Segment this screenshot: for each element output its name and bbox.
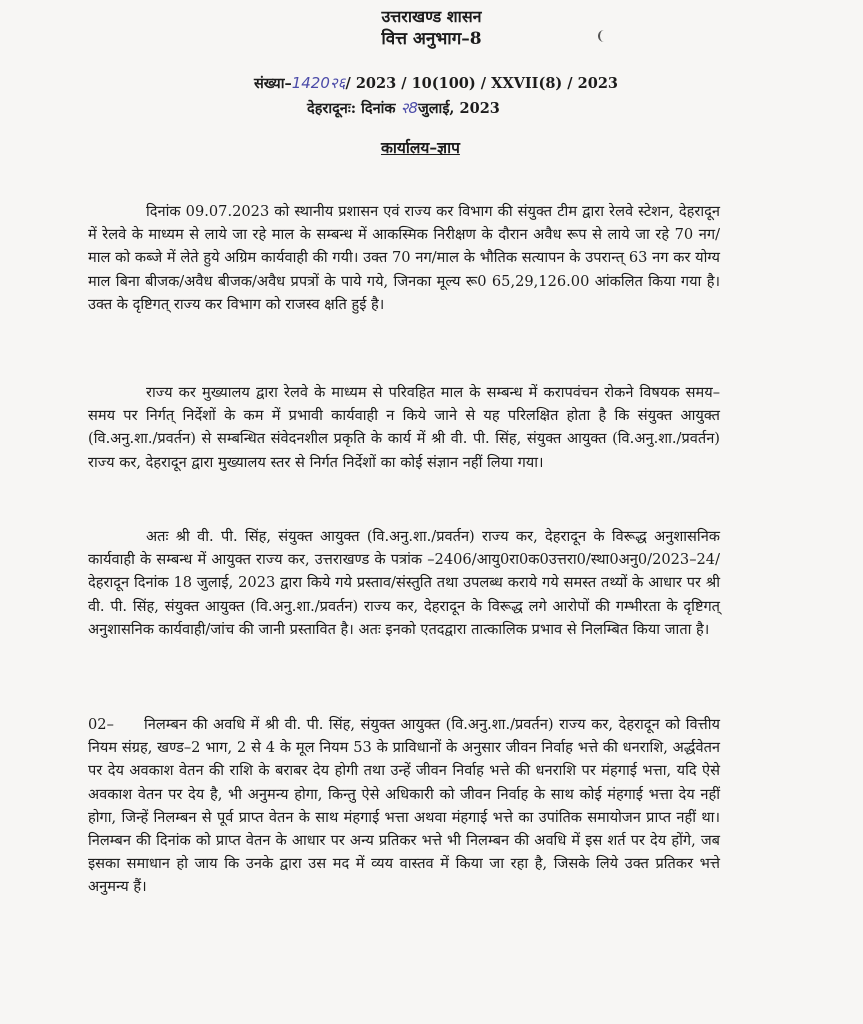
document-date [307, 98, 500, 118]
document-header [0, 6, 863, 50]
memo-title: कार्यालय–ज्ञाप [381, 138, 460, 157]
reference-handwritten: 1420२६ [291, 74, 346, 92]
reference-suffix: / 2023 / 10(100) / XXVII(8) / 2023 [345, 75, 619, 92]
paragraph-3: अतः श्री वी. पी. सिंह, संयुक्त आयुक्त (वि.अनु.शा./प्रवर्तन) राज्य कर, देहरादून के विरूद्ध अनुशासनिक कार्यवाही के सम्बन्ध में आयुक्त राज्य कर, उत्तराखण्ड के पत्रांक –2406/आयु0रा0क0उत्तरा0/स्था0अनु0/2023–24/देहरादून दिनांक 18 जुलाई, 2023 द्वारा किये गये प्रस्ताव/संस्तुति तथा उपलब्ध कराये गये समस्त तथ्यों के आधार पर श्री वी. पी. सिंह, संयुक्त आयुक्त (वि.अनु.शा./प्रवर्तन) राज्य कर, देहरादून के विरूद्ध लगे आरोपों की गम्भीरता के दृष्टिगत् अनुशासनिक कार्यवाही/जांच की जानी प्रस्तावित है। अतः इनको एतदद्वारा तात्कालिक प्रभाव से निलम्बित किया जाता है। [88, 528, 720, 638]
section-02 [88, 713, 720, 899]
section-number: 02– [88, 716, 114, 733]
reference-number [254, 73, 618, 93]
government-name: उत्तराखण्ड शासन [381, 7, 482, 26]
date-handwritten: २8 [400, 99, 418, 117]
section-02-text: निलम्बन की अवधि में श्री वी. पी. सिंह, संयुक्त आयुक्त (वि.अनु.शा./प्रवर्तन) राज्य कर, देहरादून को वित्तीय नियम संग्रह, खण्ड–2 भाग, 2 से 4 के मूल नियम 53 के प्राविधानों के अनुसार जीवन निर्वाह भत्ते की धनराशि, अर्द्धवेतन पर देय अवकाश वेतन की राशि के बराबर देय होगी तथा उन्हें जीवन निर्वाह भत्ते की धनराशि पर मंहगाई भत्ता, यदि ऐसे अवकाश वेतन पर देय है, भी अनुमन्य होगा, किन्तु ऐसे अधिकारी को जीवन निर्वाह के साथ कोई मंहगाई भत्ता देय नहीं होगा, जिन्हें निलम्बन से पूर्व प्राप्त वेतन के साथ मंहगाई भत्ता अथवा मंहगाई भत्ते का उपांतिक समायोजन प्राप्त नहीं था। निलम्बन की दिनांक को प्राप्त वेतन के आधार पर अन्य प्रतिकर भत्ते भी निलम्बन की अवधि में इस शर्त पर देय होंगे, जब इसका समाधान हो जाय कि उनके द्वारा उस मद में व्यय वास्तव में किया जा रहा है, जिसके लिये उक्त प्रतिकर भत्ते अनुमन्य हैं। [88, 716, 720, 896]
reference-prefix: संख्या– [254, 75, 292, 92]
date-suffix: जुलाई, 2023 [417, 100, 500, 117]
department-name: वित्त अनुभाग–8 [381, 29, 482, 49]
paragraph-1: दिनांक 09.07.2023 को स्थानीय प्रशासन एवं राज्य कर विभाग की संयुक्त टीम द्वारा रेलवे स्टेशन, देहरादून में रेलवे के माध्यम से लाये जा रहे माल के सम्बन्ध में आकस्मिक निरीक्षण के दौरान अवैध रूप से लाये जा रहे 70 नग/माल को कब्जे में लेते हुये अग्रिम कार्यवाही की गयी। उक्त 70 नग/माल के भौतिक सत्यापन के उपरान्त् 63 नग कर योग्य माल बिना बीजक/अवैध बीजक/अवैध प्रपत्रों के पाये गये, जिनका मूल्य रू0 65,29,126.00 आंकलित किया गया है। उक्त के दृष्टिगत् राज्य कर विभाग को राजस्व क्षति हुई है। [88, 203, 720, 313]
date-prefix: देहरादूनः: दिनांक [307, 100, 396, 117]
paragraph-2: राज्य कर मुख्यालय द्वारा रेलवे के माध्यम से परिवहित माल के सम्बन्ध में करापवंचन रोकने विषयक समय–समय पर निर्गत् निर्देशों के कम में प्रभावी कार्यवाही न किये जाने से यह परिलक्षित होता है कि संयुक्त आयुक्त (वि.अनु.शा./प्रवर्तन) से सम्बन्धित संवेदनशील प्रकृति के कार्य में श्री वी. पी. सिंह, संयुक्त आयुक्त (वि.अनु.शा./प्रवर्तन) राज्य कर, देहरादून द्वारा मुख्यालय स्तर से निर्गत निर्देशों का कोई संज्ञान नहीं लिया गया। [88, 384, 720, 471]
